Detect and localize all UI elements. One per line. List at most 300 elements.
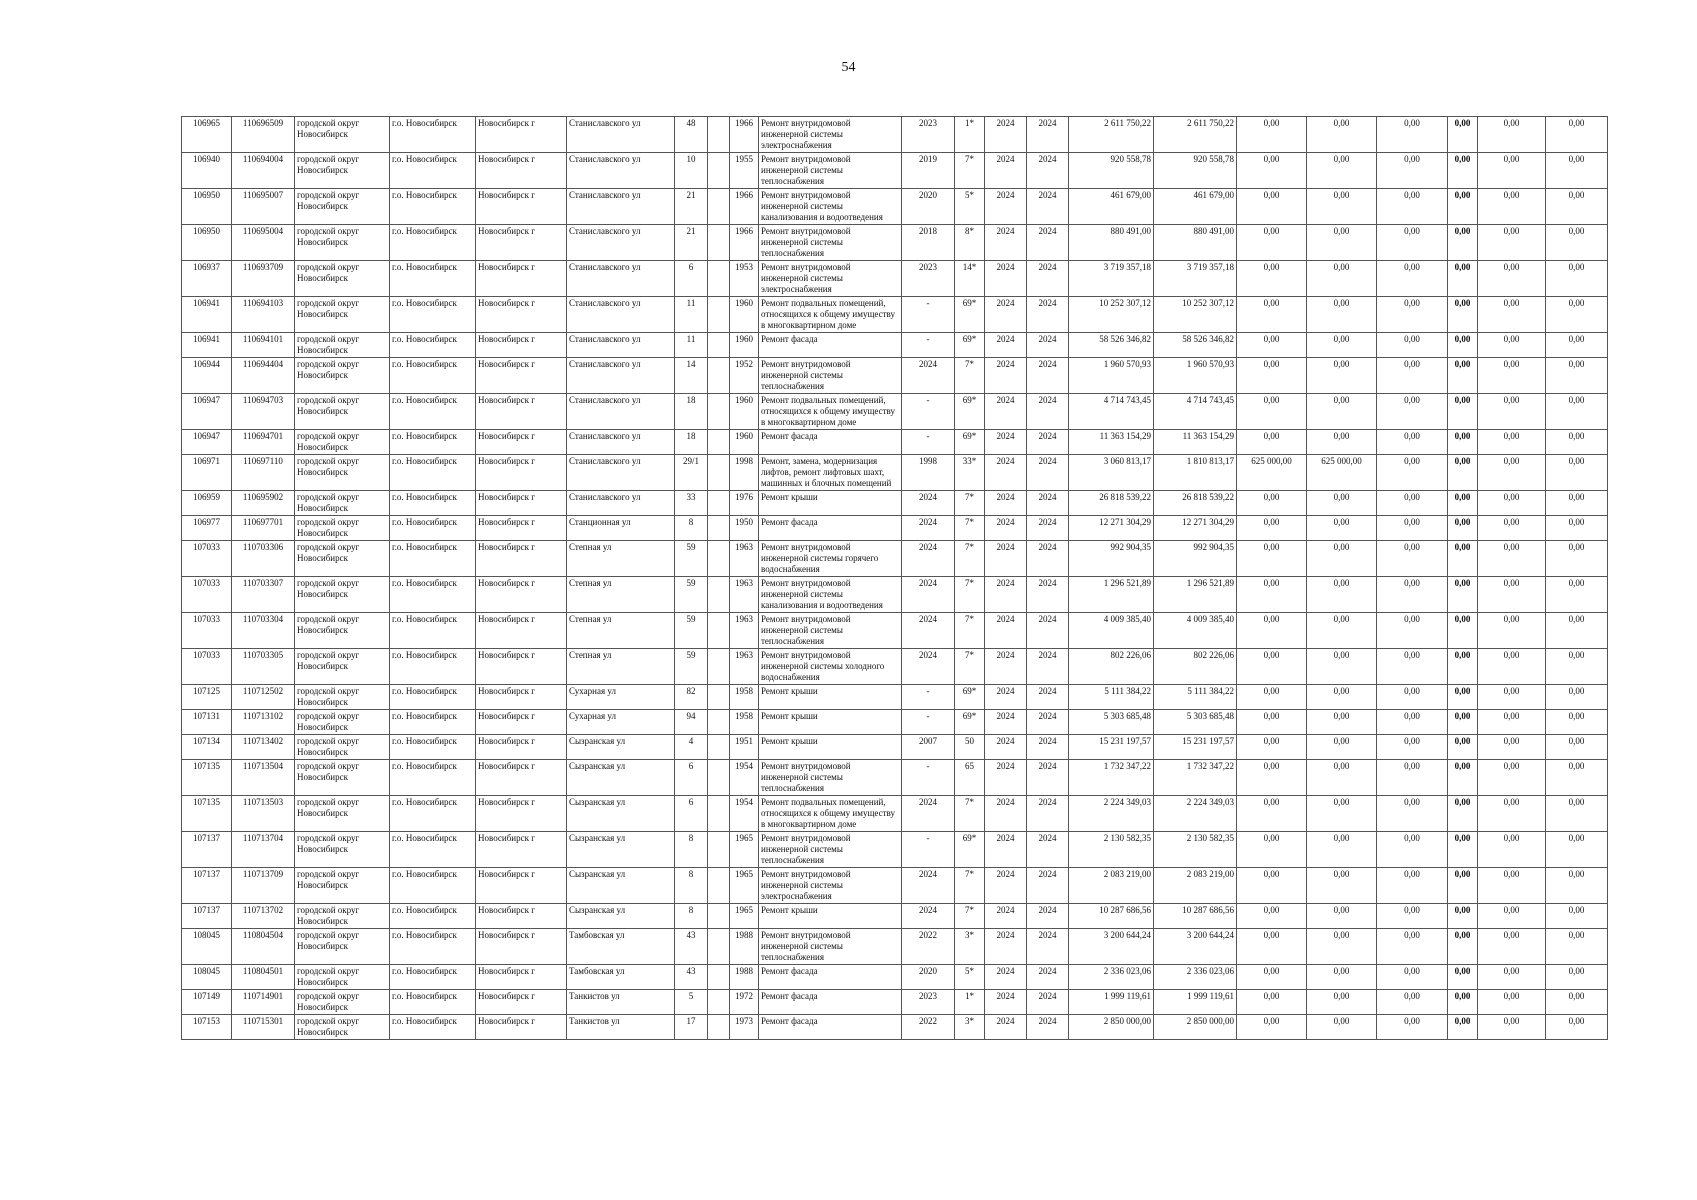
municipality-cell: городской округ Новосибирск xyxy=(295,796,390,832)
total-cost-cell: 802 226,06 xyxy=(1069,649,1154,685)
total-cost-cell: 26 818 539,22 xyxy=(1069,491,1154,516)
wear-cell: 8* xyxy=(955,225,985,261)
cost-cell: 0,00 xyxy=(1377,832,1448,868)
work-id-cell: 110696509 xyxy=(232,117,295,153)
blank-cell xyxy=(708,333,730,358)
cost-cell: 0,00 xyxy=(1478,965,1546,990)
last-repair-year-cell: 2024 xyxy=(902,541,955,577)
cost-cell: 0,00 xyxy=(1377,760,1448,796)
work-id-cell: 110713704 xyxy=(232,832,295,868)
cost-cell: 0,00 xyxy=(1237,735,1307,760)
end-year-cell: 2024 xyxy=(1027,261,1069,297)
build-year-cell: 1958 xyxy=(730,685,759,710)
cost-cell: 0,00 xyxy=(1448,358,1478,394)
cost-cell: 0,00 xyxy=(1377,297,1448,333)
work-type-cell: Ремонт фасада xyxy=(759,1015,902,1040)
cost-cell: 0,00 xyxy=(1448,1015,1478,1040)
settlement-cell: Новосибирск г xyxy=(476,965,567,990)
wear-cell: 7* xyxy=(955,153,985,189)
plan-year-cell: 2024 xyxy=(985,929,1027,965)
last-repair-year-cell: 2023 xyxy=(902,990,955,1015)
district-cell: г.о. Новосибирск xyxy=(390,990,476,1015)
house-id-cell: 107137 xyxy=(182,904,232,929)
house-id-cell: 107033 xyxy=(182,541,232,577)
plan-year-cell: 2024 xyxy=(985,333,1027,358)
cost-cell: 0,00 xyxy=(1546,929,1608,965)
end-year-cell: 2024 xyxy=(1027,796,1069,832)
end-year-cell: 2024 xyxy=(1027,394,1069,430)
cost-cell: 0,00 xyxy=(1478,990,1546,1015)
district-cell: г.о. Новосибирск xyxy=(390,613,476,649)
cost-cell: 0,00 xyxy=(1237,929,1307,965)
plan-year-cell: 2024 xyxy=(985,649,1027,685)
cost-cell: 0,00 xyxy=(1237,297,1307,333)
cost-cell: 0,00 xyxy=(1237,491,1307,516)
blank-cell xyxy=(708,455,730,491)
fund-cost-cell: 802 226,06 xyxy=(1154,649,1237,685)
last-repair-year-cell: - xyxy=(902,832,955,868)
build-year-cell: 1960 xyxy=(730,430,759,455)
cost-cell: 0,00 xyxy=(1307,868,1377,904)
settlement-cell: Новосибирск г xyxy=(476,685,567,710)
cost-cell: 0,00 xyxy=(1546,358,1608,394)
fund-cost-cell: 2 224 349,03 xyxy=(1154,796,1237,832)
total-cost-cell: 2 083 219,00 xyxy=(1069,868,1154,904)
municipality-cell: городской округ Новосибирск xyxy=(295,430,390,455)
cost-cell: 0,00 xyxy=(1307,153,1377,189)
last-repair-year-cell: - xyxy=(902,430,955,455)
last-repair-year-cell: 1998 xyxy=(902,455,955,491)
municipality-cell: городской округ Новосибирск xyxy=(295,577,390,613)
cost-cell: 0,00 xyxy=(1478,929,1546,965)
district-cell: г.о. Новосибирск xyxy=(390,929,476,965)
cost-cell: 0,00 xyxy=(1307,189,1377,225)
wear-cell: 3* xyxy=(955,929,985,965)
table-row xyxy=(182,541,1608,577)
settlement-cell: Новосибирск г xyxy=(476,929,567,965)
settlement-cell: Новосибирск г xyxy=(476,225,567,261)
cost-cell: 0,00 xyxy=(1448,225,1478,261)
work-type-cell: Ремонт крыши xyxy=(759,735,902,760)
house-number-cell: 43 xyxy=(675,929,708,965)
street-cell: Станиславского ул xyxy=(567,153,675,189)
house-id-cell: 107137 xyxy=(182,832,232,868)
table-row xyxy=(182,358,1608,394)
cost-cell: 0,00 xyxy=(1307,333,1377,358)
fund-cost-cell: 1 810 813,17 xyxy=(1154,455,1237,491)
wear-cell: 69* xyxy=(955,333,985,358)
house-id-cell: 106950 xyxy=(182,189,232,225)
plan-year-cell: 2024 xyxy=(985,153,1027,189)
cost-cell: 0,00 xyxy=(1448,430,1478,455)
work-type-cell: Ремонт крыши xyxy=(759,904,902,929)
total-cost-cell: 11 363 154,29 xyxy=(1069,430,1154,455)
street-cell: Степная ул xyxy=(567,541,675,577)
table-row xyxy=(182,760,1608,796)
fund-cost-cell: 2 611 750,22 xyxy=(1154,117,1237,153)
district-cell: г.о. Новосибирск xyxy=(390,541,476,577)
municipality-cell: городской округ Новосибирск xyxy=(295,760,390,796)
house-id-cell: 106937 xyxy=(182,261,232,297)
street-cell: Тамбовская ул xyxy=(567,929,675,965)
cost-cell: 0,00 xyxy=(1478,261,1546,297)
total-cost-cell: 10 287 686,56 xyxy=(1069,904,1154,929)
cost-cell: 0,00 xyxy=(1448,117,1478,153)
last-repair-year-cell: 2024 xyxy=(902,358,955,394)
municipality-cell: городской округ Новосибирск xyxy=(295,929,390,965)
cost-cell: 0,00 xyxy=(1307,430,1377,455)
blank-cell xyxy=(708,710,730,735)
total-cost-cell: 920 558,78 xyxy=(1069,153,1154,189)
municipality-cell: городской округ Новосибирск xyxy=(295,358,390,394)
settlement-cell: Новосибирск г xyxy=(476,904,567,929)
end-year-cell: 2024 xyxy=(1027,297,1069,333)
total-cost-cell: 58 526 346,82 xyxy=(1069,333,1154,358)
plan-year-cell: 2024 xyxy=(985,965,1027,990)
house-number-cell: 18 xyxy=(675,394,708,430)
fund-cost-cell: 2 130 582,35 xyxy=(1154,832,1237,868)
street-cell: Сызранская ул xyxy=(567,760,675,796)
house-number-cell: 59 xyxy=(675,649,708,685)
cost-cell: 0,00 xyxy=(1307,297,1377,333)
cost-cell: 0,00 xyxy=(1307,225,1377,261)
cost-cell: 0,00 xyxy=(1377,153,1448,189)
fund-cost-cell: 1 732 347,22 xyxy=(1154,760,1237,796)
house-id-cell: 107131 xyxy=(182,710,232,735)
settlement-cell: Новосибирск г xyxy=(476,430,567,455)
cost-cell: 0,00 xyxy=(1307,965,1377,990)
cost-cell: 0,00 xyxy=(1307,990,1377,1015)
municipality-cell: городской округ Новосибирск xyxy=(295,990,390,1015)
blank-cell xyxy=(708,685,730,710)
street-cell: Станиславского ул xyxy=(567,358,675,394)
work-id-cell: 110694004 xyxy=(232,153,295,189)
build-year-cell: 1958 xyxy=(730,710,759,735)
house-number-cell: 33 xyxy=(675,491,708,516)
fund-cost-cell: 1 999 119,61 xyxy=(1154,990,1237,1015)
district-cell: г.о. Новосибирск xyxy=(390,333,476,358)
settlement-cell: Новосибирск г xyxy=(476,189,567,225)
cost-cell: 0,00 xyxy=(1448,904,1478,929)
municipality-cell: городской округ Новосибирск xyxy=(295,189,390,225)
municipality-cell: городской округ Новосибирск xyxy=(295,516,390,541)
build-year-cell: 1951 xyxy=(730,735,759,760)
work-type-cell: Ремонт внутридомовой инженерной системы канализования и водоотведения xyxy=(759,189,902,225)
wear-cell: 69* xyxy=(955,710,985,735)
wear-cell: 69* xyxy=(955,832,985,868)
blank-cell xyxy=(708,153,730,189)
cost-cell: 0,00 xyxy=(1546,297,1608,333)
cost-cell: 0,00 xyxy=(1546,333,1608,358)
cost-cell: 0,00 xyxy=(1377,261,1448,297)
last-repair-year-cell: 2022 xyxy=(902,929,955,965)
cost-cell: 0,00 xyxy=(1448,990,1478,1015)
district-cell: г.о. Новосибирск xyxy=(390,710,476,735)
street-cell: Танкистов ул xyxy=(567,990,675,1015)
total-cost-cell: 4 009 385,40 xyxy=(1069,613,1154,649)
house-id-cell: 107033 xyxy=(182,649,232,685)
cost-cell: 0,00 xyxy=(1448,261,1478,297)
cost-cell: 0,00 xyxy=(1546,261,1608,297)
house-id-cell: 106977 xyxy=(182,516,232,541)
district-cell: г.о. Новосибирск xyxy=(390,455,476,491)
street-cell: Станиславского ул xyxy=(567,333,675,358)
house-id-cell: 106947 xyxy=(182,430,232,455)
cost-cell: 0,00 xyxy=(1237,965,1307,990)
work-id-cell: 110703304 xyxy=(232,613,295,649)
plan-year-cell: 2024 xyxy=(985,832,1027,868)
build-year-cell: 1952 xyxy=(730,358,759,394)
house-id-cell: 106947 xyxy=(182,394,232,430)
end-year-cell: 2024 xyxy=(1027,990,1069,1015)
cost-cell: 0,00 xyxy=(1307,710,1377,735)
blank-cell xyxy=(708,1015,730,1040)
last-repair-year-cell: - xyxy=(902,685,955,710)
cost-cell: 0,00 xyxy=(1546,577,1608,613)
cost-cell: 0,00 xyxy=(1478,153,1546,189)
work-id-cell: 110715301 xyxy=(232,1015,295,1040)
cost-cell: 0,00 xyxy=(1237,117,1307,153)
blank-cell xyxy=(708,430,730,455)
wear-cell: 14* xyxy=(955,261,985,297)
cost-cell: 0,00 xyxy=(1237,685,1307,710)
end-year-cell: 2024 xyxy=(1027,1015,1069,1040)
end-year-cell: 2024 xyxy=(1027,965,1069,990)
fund-cost-cell: 12 271 304,29 xyxy=(1154,516,1237,541)
table-row xyxy=(182,904,1608,929)
table-row xyxy=(182,613,1608,649)
municipality-cell: городской округ Новосибирск xyxy=(295,685,390,710)
house-number-cell: 21 xyxy=(675,189,708,225)
work-type-cell: Ремонт внутридомовой инженерной системы теплоснабжения xyxy=(759,613,902,649)
total-cost-cell: 2 336 023,06 xyxy=(1069,965,1154,990)
table-row xyxy=(182,491,1608,516)
house-id-cell: 106941 xyxy=(182,297,232,333)
total-cost-cell: 5 303 685,48 xyxy=(1069,710,1154,735)
fund-cost-cell: 992 904,35 xyxy=(1154,541,1237,577)
fund-cost-cell: 920 558,78 xyxy=(1154,153,1237,189)
build-year-cell: 1954 xyxy=(730,796,759,832)
blank-cell xyxy=(708,832,730,868)
blank-cell xyxy=(708,796,730,832)
wear-cell: 7* xyxy=(955,491,985,516)
house-id-cell: 108045 xyxy=(182,929,232,965)
work-id-cell: 110804501 xyxy=(232,965,295,990)
cost-cell: 0,00 xyxy=(1478,649,1546,685)
district-cell: г.о. Новосибирск xyxy=(390,1015,476,1040)
house-number-cell: 11 xyxy=(675,297,708,333)
house-number-cell: 8 xyxy=(675,832,708,868)
cost-cell: 0,00 xyxy=(1377,613,1448,649)
cost-cell: 0,00 xyxy=(1448,394,1478,430)
blank-cell xyxy=(708,649,730,685)
table-row xyxy=(182,455,1608,491)
wear-cell: 33* xyxy=(955,455,985,491)
district-cell: г.о. Новосибирск xyxy=(390,904,476,929)
build-year-cell: 1960 xyxy=(730,333,759,358)
total-cost-cell: 2 130 582,35 xyxy=(1069,832,1154,868)
table-row xyxy=(182,430,1608,455)
settlement-cell: Новосибирск г xyxy=(476,117,567,153)
work-id-cell: 110694703 xyxy=(232,394,295,430)
end-year-cell: 2024 xyxy=(1027,710,1069,735)
house-id-cell: 107135 xyxy=(182,796,232,832)
cost-cell: 0,00 xyxy=(1377,541,1448,577)
street-cell: Танкистов ул xyxy=(567,1015,675,1040)
district-cell: г.о. Новосибирск xyxy=(390,868,476,904)
plan-year-cell: 2024 xyxy=(985,685,1027,710)
blank-cell xyxy=(708,117,730,153)
build-year-cell: 1960 xyxy=(730,297,759,333)
total-cost-cell: 15 231 197,57 xyxy=(1069,735,1154,760)
wear-cell: 7* xyxy=(955,358,985,394)
house-number-cell: 6 xyxy=(675,261,708,297)
wear-cell: 69* xyxy=(955,394,985,430)
last-repair-year-cell: 2024 xyxy=(902,516,955,541)
work-type-cell: Ремонт подвальных помещений, относящихся к общему имуществу в многоквартирном доме xyxy=(759,297,902,333)
cost-cell: 0,00 xyxy=(1478,189,1546,225)
house-number-cell: 17 xyxy=(675,1015,708,1040)
total-cost-cell: 1 960 570,93 xyxy=(1069,358,1154,394)
fund-cost-cell: 1 296 521,89 xyxy=(1154,577,1237,613)
cost-cell: 0,00 xyxy=(1307,904,1377,929)
house-number-cell: 21 xyxy=(675,225,708,261)
house-number-cell: 59 xyxy=(675,613,708,649)
cost-cell: 0,00 xyxy=(1448,297,1478,333)
cost-cell: 0,00 xyxy=(1237,832,1307,868)
work-id-cell: 110712502 xyxy=(232,685,295,710)
end-year-cell: 2024 xyxy=(1027,491,1069,516)
cost-cell: 0,00 xyxy=(1546,990,1608,1015)
cost-cell: 0,00 xyxy=(1448,929,1478,965)
cost-cell: 0,00 xyxy=(1448,868,1478,904)
blank-cell xyxy=(708,358,730,394)
total-cost-cell: 1 732 347,22 xyxy=(1069,760,1154,796)
plan-year-cell: 2024 xyxy=(985,261,1027,297)
cost-cell: 0,00 xyxy=(1478,735,1546,760)
house-id-cell: 106965 xyxy=(182,117,232,153)
district-cell: г.о. Новосибирск xyxy=(390,965,476,990)
plan-year-cell: 2024 xyxy=(985,189,1027,225)
table-row xyxy=(182,1015,1608,1040)
last-repair-year-cell: 2024 xyxy=(902,796,955,832)
total-cost-cell: 1 296 521,89 xyxy=(1069,577,1154,613)
cost-cell: 0,00 xyxy=(1546,455,1608,491)
work-id-cell: 110703305 xyxy=(232,649,295,685)
work-type-cell: Ремонт внутридомовой инженерной системы теплоснабжения xyxy=(759,358,902,394)
cost-cell: 0,00 xyxy=(1448,491,1478,516)
work-id-cell: 110694404 xyxy=(232,358,295,394)
cost-cell: 0,00 xyxy=(1377,491,1448,516)
build-year-cell: 1963 xyxy=(730,577,759,613)
build-year-cell: 1963 xyxy=(730,613,759,649)
district-cell: г.о. Новосибирск xyxy=(390,430,476,455)
cost-cell: 0,00 xyxy=(1237,394,1307,430)
cost-cell: 0,00 xyxy=(1478,904,1546,929)
work-id-cell: 110713709 xyxy=(232,868,295,904)
district-cell: г.о. Новосибирск xyxy=(390,760,476,796)
build-year-cell: 1954 xyxy=(730,760,759,796)
blank-cell xyxy=(708,990,730,1015)
house-number-cell: 94 xyxy=(675,710,708,735)
house-number-cell: 6 xyxy=(675,760,708,796)
total-cost-cell: 2 850 000,00 xyxy=(1069,1015,1154,1040)
work-id-cell: 110697110 xyxy=(232,455,295,491)
settlement-cell: Новосибирск г xyxy=(476,1015,567,1040)
district-cell: г.о. Новосибирск xyxy=(390,516,476,541)
work-id-cell: 110695007 xyxy=(232,189,295,225)
cost-cell: 0,00 xyxy=(1307,358,1377,394)
house-number-cell: 43 xyxy=(675,965,708,990)
table-row xyxy=(182,735,1608,760)
cost-cell: 0,00 xyxy=(1478,491,1546,516)
end-year-cell: 2024 xyxy=(1027,455,1069,491)
cost-cell: 0,00 xyxy=(1377,394,1448,430)
plan-year-cell: 2024 xyxy=(985,613,1027,649)
build-year-cell: 1966 xyxy=(730,225,759,261)
district-cell: г.о. Новосибирск xyxy=(390,796,476,832)
table-row xyxy=(182,225,1608,261)
cost-cell: 0,00 xyxy=(1546,649,1608,685)
table-row xyxy=(182,710,1608,735)
last-repair-year-cell: - xyxy=(902,333,955,358)
cost-cell: 0,00 xyxy=(1448,965,1478,990)
work-type-cell: Ремонт подвальных помещений, относящихся к общему имуществу в многоквартирном доме xyxy=(759,394,902,430)
municipality-cell: городской округ Новосибирск xyxy=(295,153,390,189)
cost-cell: 0,00 xyxy=(1546,1015,1608,1040)
cost-cell: 0,00 xyxy=(1448,577,1478,613)
fund-cost-cell: 3 200 644,24 xyxy=(1154,929,1237,965)
cost-cell: 0,00 xyxy=(1237,516,1307,541)
cost-cell: 0,00 xyxy=(1307,735,1377,760)
blank-cell xyxy=(708,868,730,904)
cost-cell: 0,00 xyxy=(1237,577,1307,613)
cost-cell: 0,00 xyxy=(1237,541,1307,577)
end-year-cell: 2024 xyxy=(1027,832,1069,868)
cost-cell: 0,00 xyxy=(1307,541,1377,577)
cost-cell: 0,00 xyxy=(1546,760,1608,796)
cost-cell: 625 000,00 xyxy=(1307,455,1377,491)
settlement-cell: Новосибирск г xyxy=(476,297,567,333)
total-cost-cell: 10 252 307,12 xyxy=(1069,297,1154,333)
cost-cell: 0,00 xyxy=(1478,225,1546,261)
work-type-cell: Ремонт внутридомовой инженерной системы холодного водоснабжения xyxy=(759,649,902,685)
plan-year-cell: 2024 xyxy=(985,577,1027,613)
street-cell: Станиславского ул xyxy=(567,261,675,297)
cost-cell: 0,00 xyxy=(1478,577,1546,613)
cost-cell: 0,00 xyxy=(1546,117,1608,153)
fund-cost-cell: 461 679,00 xyxy=(1154,189,1237,225)
end-year-cell: 2024 xyxy=(1027,760,1069,796)
house-id-cell: 106944 xyxy=(182,358,232,394)
work-type-cell: Ремонт внутридомовой инженерной системы горячего водоснабжения xyxy=(759,541,902,577)
house-id-cell: 107149 xyxy=(182,990,232,1015)
table-row xyxy=(182,929,1608,965)
cost-cell: 0,00 xyxy=(1377,333,1448,358)
last-repair-year-cell: 2024 xyxy=(902,649,955,685)
total-cost-cell: 2 224 349,03 xyxy=(1069,796,1154,832)
plan-year-cell: 2024 xyxy=(985,541,1027,577)
last-repair-year-cell: 2020 xyxy=(902,189,955,225)
cost-cell: 0,00 xyxy=(1377,796,1448,832)
cost-cell: 0,00 xyxy=(1448,455,1478,491)
end-year-cell: 2024 xyxy=(1027,685,1069,710)
district-cell: г.о. Новосибирск xyxy=(390,394,476,430)
end-year-cell: 2024 xyxy=(1027,649,1069,685)
house-id-cell: 106941 xyxy=(182,333,232,358)
house-number-cell: 10 xyxy=(675,153,708,189)
cost-cell: 0,00 xyxy=(1307,929,1377,965)
